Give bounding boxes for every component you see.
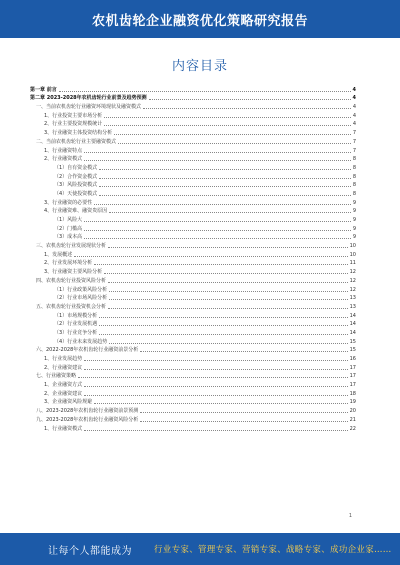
toc-entry[interactable] [30,214,356,223]
toc-dot-leader [78,377,348,378]
toc-entry-page: 4 [352,112,356,119]
toc-entry-label: （4）行业未来发展趋势 [54,338,108,345]
toc-dot-leader [94,204,351,205]
footer-slogan: 让每个人都能成为 [48,545,132,557]
toc-entry[interactable] [30,171,356,180]
toc-entry-label: 1、行业融资模式 [44,425,83,432]
toc-dot-leader [109,212,351,213]
toc-entry[interactable] [30,93,356,102]
toc-dot-leader [99,317,347,318]
toc-entry-page: 4 [352,104,356,111]
toc-dot-leader [99,169,351,170]
toc-dot-leader [99,186,351,187]
toc-entry[interactable] [30,275,356,284]
toc-entry-page: 8 [352,156,356,163]
toc-entry[interactable] [30,197,356,206]
toc-entry[interactable] [30,336,356,345]
toc-entry-page: 4 [352,86,356,93]
toc-dot-leader [108,308,348,309]
toc-entry-label: （1）市场规模分析 [54,312,98,319]
toc-entry-page: 18 [349,390,356,397]
toc-entry-label: 3、行业融资主要风险分析 [44,269,103,276]
toc-entry[interactable] [30,127,356,136]
toc-entry-label: 八、2023-2028年农机齿轮行业融资前景预测 [36,408,139,415]
toc-entry[interactable] [30,284,356,293]
toc-dot-leader [108,247,348,248]
toc-entry-label: （4）天使投资模式 [54,190,98,197]
toc-entry-page: 10 [349,243,356,250]
toc-entry-label: 2、行业融资建议 [44,364,83,371]
toc-dot-leader [84,221,351,222]
toc-entry[interactable] [30,84,356,93]
toc-entry-label: 七、行业融资策略 [36,373,77,380]
page-number: 1 [348,513,352,519]
toc-entry[interactable] [30,223,356,232]
toc-entry-page: 9 [352,208,356,215]
toc-dot-leader [84,238,351,239]
toc-dot-leader [84,152,351,153]
toc-dot-leader [84,360,347,361]
toc-entry-page: 13 [349,295,356,302]
toc-entry[interactable] [30,162,356,171]
toc-entry[interactable] [30,405,356,414]
toc-entry-label: 第二章 2023-2028年农机齿轮行业前景及趋势预测 [30,95,147,102]
toc-entry[interactable] [30,232,356,241]
toc-entry-page: 15 [349,347,356,354]
toc-entry-label: 3、行业融资主体投资结构分析 [44,130,113,137]
toc-entry-label: （2）合作资金模式 [54,173,98,180]
toc-dot-leader [109,343,347,344]
toc-entry[interactable] [30,353,356,362]
toc-dot-leader [143,108,351,109]
toc-entry-label: （1）自有资金模式 [54,164,98,171]
toc-entry-label: 1、行业融资特点 [44,147,83,154]
toc-entry-page: 14 [349,329,356,336]
toc-entry-label: （2）行业市场风险分析 [54,295,108,302]
toc-entry-label: （1）行业政策风险分析 [54,286,108,293]
toc-entry-page: 7 [352,147,356,154]
toc-dot-leader [74,256,347,257]
toc-entry[interactable] [30,388,356,397]
toc-entry-label: 2、行业发展环境分析 [44,260,93,267]
toc-entry[interactable] [30,310,356,319]
toc-entry-label: （2）门槛高 [54,225,83,232]
toc-entry-page: 21 [349,416,356,423]
toc-entry-label: 4、行业融资难、融资贵原因 [44,208,108,215]
toc-dot-leader [109,291,347,292]
toc-entry-page: 15 [349,338,356,345]
toc-dot-leader [84,430,347,431]
toc-entry-page: 22 [349,425,356,432]
toc-dot-leader [99,325,347,326]
toc-dot-leader [99,195,351,196]
toc-entry[interactable] [30,154,356,163]
toc-entry-label: 3、企业融资风险规避 [44,399,93,406]
toc-entry[interactable] [30,258,356,267]
toc-entry-page: 20 [349,408,356,415]
toc-entry[interactable] [30,371,356,380]
toc-entry-label: 2、行业主要投资规模统计 [44,121,103,128]
toc-entry[interactable] [30,249,356,258]
toc-heading: 内容目录 [171,59,228,74]
footer-banner [0,533,400,565]
toc-entry-page: 9 [352,225,356,232]
report-header-banner [0,0,400,38]
toc-entry[interactable] [30,423,356,432]
footer-roles: 行业专家、管理专家、营销专家、战略专家、成功企业家…… [154,545,392,555]
toc-dot-leader [149,99,351,100]
toc-entry-page: 19 [349,399,356,406]
toc-entry-page: 8 [352,164,356,171]
toc-entry[interactable] [30,397,356,406]
toc-entry-page: 8 [352,190,356,197]
toc-entry-label: 九、2023-2028年农机齿轮行业融资风险分析 [36,416,139,423]
toc-entry-page: 4 [352,95,356,102]
toc-entry-label: 1、发展概述 [44,251,73,258]
toc-entry-page: 12 [349,277,356,284]
toc-entry[interactable] [30,240,356,249]
toc-entry-label: 2、企业融资建议 [44,390,83,397]
toc-dot-leader [59,91,351,92]
toc-entry[interactable] [30,379,356,388]
toc-entry[interactable] [30,266,356,275]
toc-dot-leader [84,160,351,161]
toc-entry-label: 第一章 前言 [30,86,57,93]
toc-entry[interactable] [30,188,356,197]
toc-dot-leader [140,412,347,413]
toc-entry-label: （3）风险投资模式 [54,182,98,189]
toc-entry-label: 三、农机齿轮行业发展现状分析 [36,243,107,250]
toc-entry-page: 11 [349,260,356,267]
toc-entry[interactable] [30,319,356,328]
toc-dot-leader [140,351,347,352]
toc-entry-page: 8 [352,182,356,189]
toc-entry[interactable] [30,362,356,371]
toc-entry[interactable] [30,327,356,336]
toc-entry-page: 8 [352,173,356,180]
toc-entry-page: 10 [349,251,356,258]
toc-entry-page: 9 [352,217,356,223]
toc-entry-page: 9 [352,199,356,206]
toc-entry-label: （2）行业发展机遇 [54,321,98,328]
toc-entry-page: 12 [349,269,356,276]
toc-dot-leader [118,143,351,144]
toc-dot-leader [84,395,347,396]
toc-entry-page: 14 [349,312,356,319]
toc-entry-label: 六、2022-2028年农机齿轮行业融资前景分析 [36,347,139,354]
toc-dot-leader [108,282,348,283]
toc-entry-label: 四、农机齿轮行业投资风险分析 [36,277,107,284]
toc-dot-leader [140,421,347,422]
toc-entry[interactable] [30,110,356,119]
toc-dot-leader [84,369,347,370]
toc-entry-label: 五、农机齿轮行业投资机会分析 [36,303,107,310]
toc-entry-label: 2、行业融资模式 [44,156,83,163]
toc-entry-page: 7 [352,138,356,145]
toc-entry[interactable] [30,101,356,110]
toc-entry-label: 1、行业发展趋势 [44,356,83,362]
toc-dot-leader [84,386,347,387]
toc-entry-page: 7 [352,130,356,137]
toc-dot-leader [99,334,347,335]
toc-entry-page: 4 [352,121,356,128]
toc-dot-leader [104,273,347,274]
toc-dot-leader [109,299,347,300]
toc-entry-label: 1、企业融资方式 [44,382,83,389]
toc-entry-page: 12 [349,286,356,293]
toc-entry[interactable] [30,345,356,354]
toc-entry-page: 9 [352,234,356,241]
toc-entry-label: 二、当前农机齿轮行业主要融资模式 [36,138,117,145]
toc-dot-leader [84,230,351,231]
toc-dot-leader [114,134,351,135]
toc-entry-page: 16 [349,356,356,362]
toc-entry[interactable] [30,414,356,423]
toc-entry-page: 17 [349,373,356,380]
toc-entry-page: 14 [349,321,356,328]
toc-entry[interactable] [30,206,356,215]
toc-entry-label: （1）风险大 [54,217,83,223]
toc-entry[interactable] [30,293,356,302]
toc-dot-leader [104,117,351,118]
toc-entry[interactable] [30,136,356,145]
toc-entry[interactable] [30,180,356,189]
toc-dot-leader [94,403,347,404]
toc-entry-label: 一、当前农机齿轮行业融资环境现状及融资模式 [36,104,142,111]
toc-entry[interactable] [30,145,356,154]
toc-dot-leader [94,264,347,265]
toc-entry[interactable] [30,119,356,128]
toc-dot-leader [99,178,351,179]
toc-entry-label: （3）行业竞争分析 [54,329,98,336]
toc-entry-label: 3、行业融资的必要性 [44,199,93,206]
toc-entry-label: （3）成本高 [54,234,83,241]
report-title: 农机齿轮企业融资优化策略研究报告 [91,13,308,29]
toc-entry[interactable] [30,301,356,310]
toc-entry-page: 17 [349,364,356,371]
toc-entry-page: 13 [349,303,356,310]
toc-dot-leader [104,125,351,126]
table-of-contents [30,84,356,432]
toc-entry-page: 17 [349,382,356,389]
toc-entry-label: 1、行业投资主要市场分析 [44,112,103,119]
